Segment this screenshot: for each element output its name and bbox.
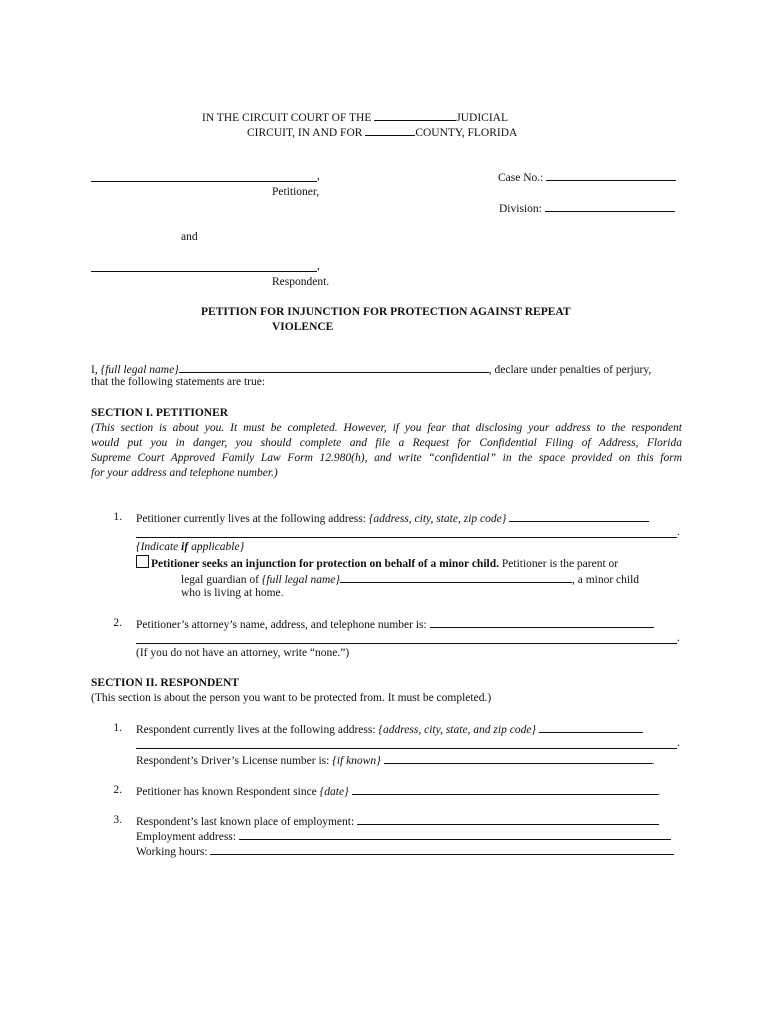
court-header-line2: CIRCUIT, IN AND FOR COUNTY, FLORIDA — [247, 124, 517, 140]
section1-heading: SECTION I. PETITIONER — [91, 407, 229, 419]
section1-intro-line1: (This section is about you. It must be completed. However, if you fear that disclosing your address to the respondent — [91, 422, 682, 434]
section1-intro-line2: would put you in danger, you should complete and file a Request for Confidential Filing of Address, Florida — [91, 437, 682, 449]
section1-intro-line3: Supreme Court Approved Family Law Form 12.980(h), and write “confidential” in the space provided on this form — [91, 452, 682, 464]
employment-address-row: Employment address: — [136, 828, 671, 844]
minor-child-name-blank[interactable] — [340, 571, 572, 583]
full-legal-name-blank[interactable] — [179, 361, 489, 373]
section1-item2: Petitioner’s attorney’s name, address, and telephone number is: — [136, 616, 654, 632]
petitioner-address-line2[interactable] — [136, 537, 677, 538]
court-header-line1: IN THE CIRCUIT COURT OF THE JUDICIAL — [202, 109, 508, 125]
attorney-note: (If you do not have an attorney, write “none.”) — [136, 647, 350, 659]
minor-child-checkbox[interactable] — [136, 555, 149, 568]
section1-item1: Petitioner currently lives at the following address: {address, city, state, zip code} — [136, 510, 649, 526]
employment-place-blank[interactable] — [357, 813, 659, 825]
attorney-info-blank[interactable] — [430, 616, 654, 628]
minor-child-line3: who is living at home. — [181, 587, 284, 599]
case-no-blank[interactable] — [546, 169, 676, 181]
respondent-comma: , — [317, 260, 320, 272]
license-number-blank[interactable] — [384, 752, 652, 764]
petition-title-line2: VIOLENCE — [272, 321, 334, 333]
petitioner-address-blank[interactable] — [509, 510, 649, 522]
attorney-info-line2[interactable] — [136, 643, 677, 644]
minor-child-line2: legal guardian of {full legal name} , a minor child — [181, 571, 639, 587]
section2-item3-number: 3. — [113, 814, 122, 826]
indicate-if-applicable: {Indicate if applicable} — [136, 541, 245, 553]
respondent-address-line2[interactable] — [136, 748, 677, 749]
section2-item1: Respondent currently lives at the following address: {address, city, state, and zip code} — [136, 721, 643, 737]
section1-intro-line4: for your address and telephone number.) — [91, 467, 278, 479]
section2-heading: SECTION II. RESPONDENT — [91, 677, 239, 689]
respondent-address-blank[interactable] — [539, 721, 643, 733]
petitioner-comma: , — [317, 170, 320, 182]
minor-child-row: Petitioner seeks an injunction for protection on behalf of a minor child. Petitioner is the parent or — [136, 555, 618, 571]
working-hours-row: Working hours: — [136, 843, 674, 859]
working-hours-blank[interactable] — [210, 843, 674, 855]
section2-item2-number: 2. — [113, 784, 122, 796]
case-no-row: Case No.: — [498, 169, 676, 185]
division-row: Division: — [499, 200, 675, 216]
county-blank[interactable] — [365, 124, 415, 136]
respondent-label: Respondent. — [272, 276, 330, 288]
declaration-line1: I, {full legal name} , declare under penalties of perjury, — [91, 361, 651, 377]
petition-title-line1: PETITION FOR INJUNCTION FOR PROTECTION AGAINST REPEAT — [201, 306, 571, 318]
section2-item2: Petitioner has known Respondent since {date} . — [136, 783, 660, 799]
respondent-name-line[interactable] — [91, 271, 317, 272]
section1-item2-number: 2. — [113, 617, 122, 629]
section1-item1-number: 1. — [113, 511, 122, 523]
known-since-blank[interactable] — [352, 783, 658, 795]
petitioner-label: Petitioner, — [272, 186, 320, 198]
section2-item1-number: 1. — [113, 722, 122, 734]
section2-item3: Respondent’s last known place of employment: — [136, 813, 659, 829]
license-row: Respondent’s Driver’s License number is: {if known} . — [136, 752, 654, 768]
declaration-line2: that the following statements are true: — [91, 376, 266, 388]
employment-address-blank[interactable] — [239, 828, 671, 840]
section2-intro: (This section is about the person you want to be protected from. It must be completed.) — [91, 692, 492, 704]
petitioner-name-line[interactable] — [91, 181, 317, 182]
and-label: and — [181, 231, 198, 243]
division-blank[interactable] — [545, 200, 675, 212]
judicial-circuit-blank[interactable] — [374, 109, 456, 121]
